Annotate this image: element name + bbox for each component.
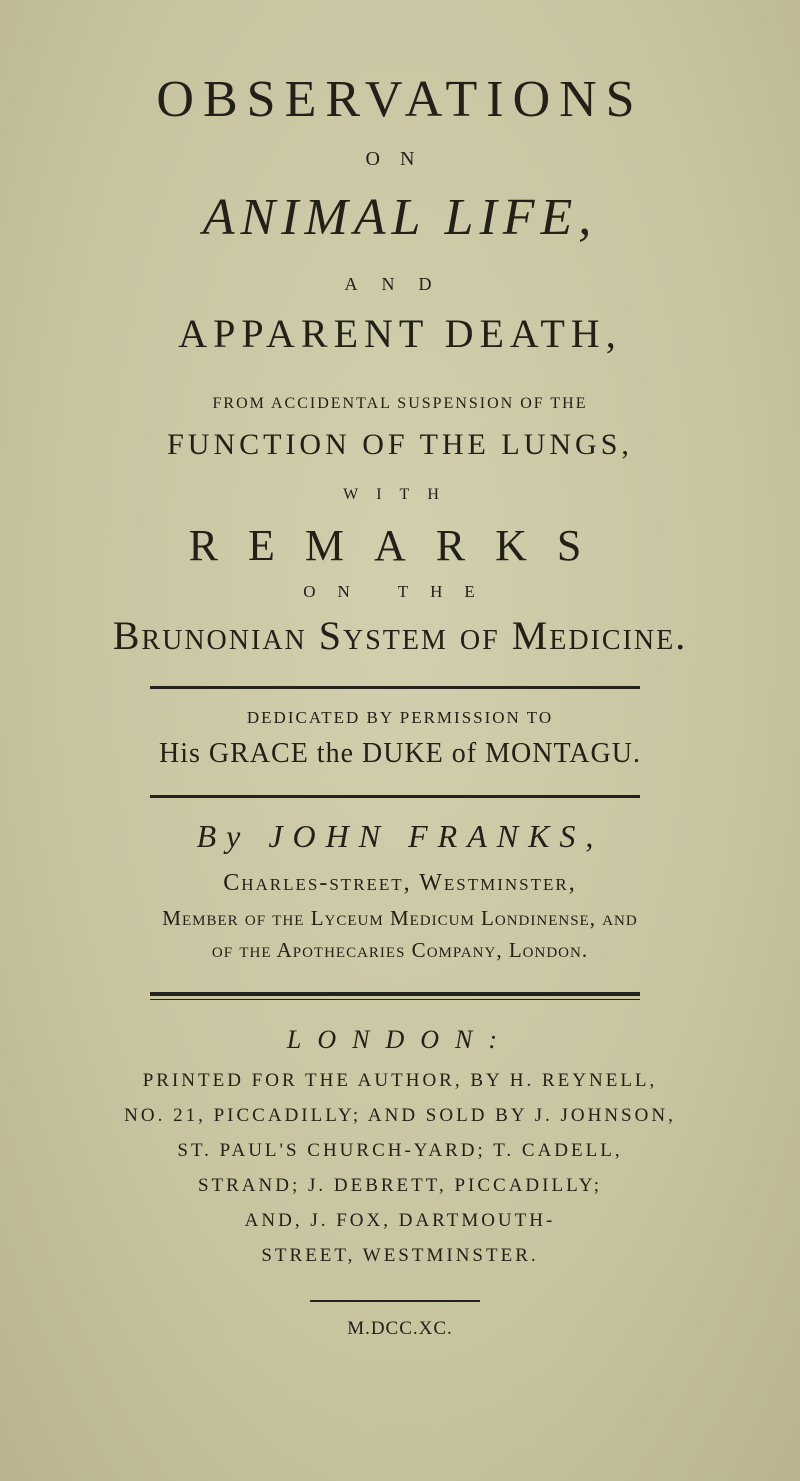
dedication-line-2: His GRACE the DUKE of MONTAGU. bbox=[159, 738, 641, 769]
imprint-line-3: ST. PAUL'S CHURCH-YARD; T. CADELL, bbox=[177, 1140, 623, 1161]
title-on-the: ON THE bbox=[303, 582, 497, 601]
dedication-line-1: DEDICATED BY PERMISSION TO bbox=[246, 708, 554, 727]
author-membership-2: of the Apothecaries Company, London. bbox=[211, 938, 589, 962]
imprint-line-6: STREET, WESTMINSTER. bbox=[261, 1245, 539, 1266]
imprint-line-2: NO. 21, PICCADILLY; AND SOLD BY J. JOHNSON, bbox=[124, 1105, 676, 1126]
title-function-lungs: FUNCTION OF THE LUNGS, bbox=[167, 428, 633, 461]
divider-3 bbox=[150, 992, 640, 996]
title-and: AND bbox=[344, 274, 456, 294]
divider-3-thin bbox=[150, 999, 640, 1000]
imprint-city: LONDON: bbox=[286, 1025, 514, 1054]
title-brunonian-system: Brunonian System of Medicine. bbox=[112, 613, 688, 658]
title-on: ON bbox=[365, 148, 435, 170]
imprint-line-5: AND, J. FOX, DARTMOUTH- bbox=[244, 1210, 556, 1231]
imprint-date: M.DCC.XC. bbox=[347, 1318, 453, 1339]
title-remarks: REMARKS bbox=[188, 521, 612, 570]
divider-2 bbox=[150, 795, 640, 798]
author-address: Charles-street, Westminster, bbox=[223, 870, 577, 896]
imprint-line-1: PRINTED FOR THE AUTHOR, BY H. REYNELL, bbox=[142, 1070, 658, 1091]
author-byline: By JOHN FRANKS, bbox=[196, 818, 604, 854]
imprint-line-4: STRAND; J. DEBRETT, PICCADILLY; bbox=[197, 1175, 603, 1196]
divider-4 bbox=[310, 1300, 480, 1302]
title-observations: OBSERVATIONS bbox=[156, 71, 644, 128]
title-from-accidental: FROM ACCIDENTAL SUSPENSION OF THE bbox=[212, 395, 588, 412]
title-animal-life: ANIMAL LIFE, bbox=[202, 189, 598, 246]
author-membership-1: Member of the Lyceum Medicum Londinense, and bbox=[162, 906, 638, 930]
title-with: WITH bbox=[343, 486, 457, 503]
divider-1 bbox=[150, 686, 640, 689]
title-apparent-death: APPARENT DEATH, bbox=[178, 311, 622, 356]
